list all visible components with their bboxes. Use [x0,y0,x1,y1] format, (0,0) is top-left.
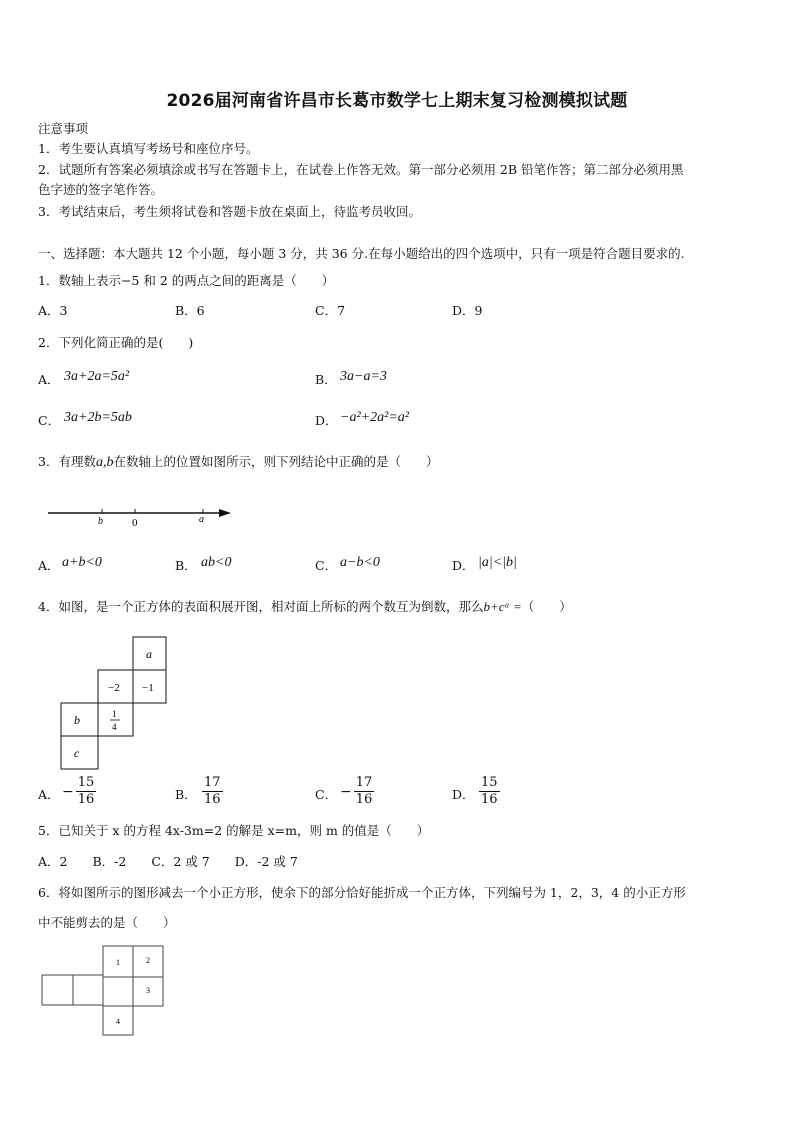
notice-item-3: 3．考试结束后，考生须将试卷和答题卡放在桌面上，待监考员收回。 [38,204,421,219]
q3-option-a-label: A． [38,558,60,573]
q1-option-b: B．6 [175,303,205,318]
net-cell-c [61,736,98,769]
q2-option-a-label: A． [38,372,60,387]
q3-option-d-expr: |a|<|b| [478,555,517,570]
net-label-frac-den: 4 [112,722,117,732]
q2-option-b-label: B． [315,372,337,387]
question-3-stem: 3．有理数a,b在数轴上的位置如图所示，则下列结论中正确的是（ ） [38,454,439,470]
q1-option-a: A．3 [38,303,68,318]
q1-option-d: D．9 [452,303,483,318]
axis-label-a: a [199,514,204,525]
question-6-stem-line2: 中不能剪去的是（ ） [38,915,176,930]
question-4-stem: 4．如图，是一个正方体的表面积展开图，相对面上所标的两个数互为倒数，那么b+cᵃ =（ ） [38,599,572,614]
q2-option-c-expr: 3a+2b=5ab [64,410,132,425]
q2-option-c-label: C． [38,413,61,428]
axis-label-b: b [98,516,103,527]
square-cell-left-1 [42,975,73,1005]
number-line-figure [45,500,245,532]
q3-option-b-label: B． [175,558,197,573]
notice-item-2-cont: 色字迹的签字笔作答。 [38,182,164,197]
page-title: 2026届河南省许昌市长葛市数学七上期末复习检测模拟试题 [166,91,628,111]
net-label-a: a [146,647,152,661]
net-label-frac-num: 1 [112,709,117,719]
question-6-stem-line1: 6．将如图所示的图形减去一个小正方形，使余下的部分恰好能折成一个正方体，下列编号为 1，2，3，4 的小正方形 [38,885,686,900]
cube-net-figure [58,634,170,770]
number-line-arrow [219,509,231,517]
question-5-stem: 5．已知关于 x 的方程 4x-3m=2 的解是 x=m，则 m 的值是（ ） [38,823,430,838]
section-heading: 一、选择题：本大题共 12 个小题，每小题 3 分，共 36 分.在每小题给出的四个选项中，只有一项是符合题目要求的. [38,246,685,261]
q4-option-d-label: D． [452,787,475,802]
notice-heading: 注意事项 [38,121,89,136]
q3-option-a-expr: a+b<0 [62,555,102,570]
q4-option-a-label: A． [38,787,60,802]
q1-option-c: C．7 [315,303,346,318]
q4-option-d-value: $\frac{15}{16}$ [481,775,498,807]
q3-option-d-label: D． [452,558,475,573]
q2-option-d-expr: −a²+2a²=a² [340,410,409,425]
q2-option-d-label: D． [315,413,338,428]
q5-options: A．2 B．-2 C．2 或 7 D．-2 或 7 [38,854,298,869]
q3-option-b-expr: ab<0 [201,555,232,570]
square-label-4: 4 [116,1017,120,1026]
square-figure [38,944,168,1040]
q4-option-c-label: C． [315,787,338,802]
net-label-c: c [74,746,80,760]
net-label-neg1: −1 [142,682,154,694]
square-label-1: 1 [116,958,120,967]
square-label-3: 3 [146,986,150,995]
q4-option-b-label: B． [175,787,197,802]
question-2-stem: 2．下列化简正确的是( ) [38,335,194,350]
square-label-2: 2 [146,956,150,965]
net-label-b: b [74,713,80,727]
q2-option-b-expr: 3a−a=3 [340,369,387,384]
net-label-neg2: −2 [108,682,120,694]
q4-option-a-value: − $\frac{15}{16}$ [62,775,95,807]
q3-option-c-label: C． [315,558,338,573]
q2-option-a-expr: 3a+2a=5a² [64,369,130,384]
q4-option-b-value: $\frac{17}{16}$ [204,775,221,807]
axis-label-0: 0 [132,517,138,529]
question-1-stem: 1．数轴上表示−5 和 2 的两点之间的距离是（ ） [38,273,335,288]
q4-option-c-value: − $\frac{17}{16}$ [340,775,373,807]
notice-item-2: 2．试题所有答案必须填涂或书写在答题卡上，在试卷上作答无效。第一部分必须用 2B 铅笔作答；第二部分必须用黑 [38,162,684,177]
notice-item-1: 1．考生要认真填写考场号和座位序号。 [38,141,259,156]
square-cell-left-2 [73,975,103,1005]
q3-option-c-expr: a−b<0 [340,555,380,570]
